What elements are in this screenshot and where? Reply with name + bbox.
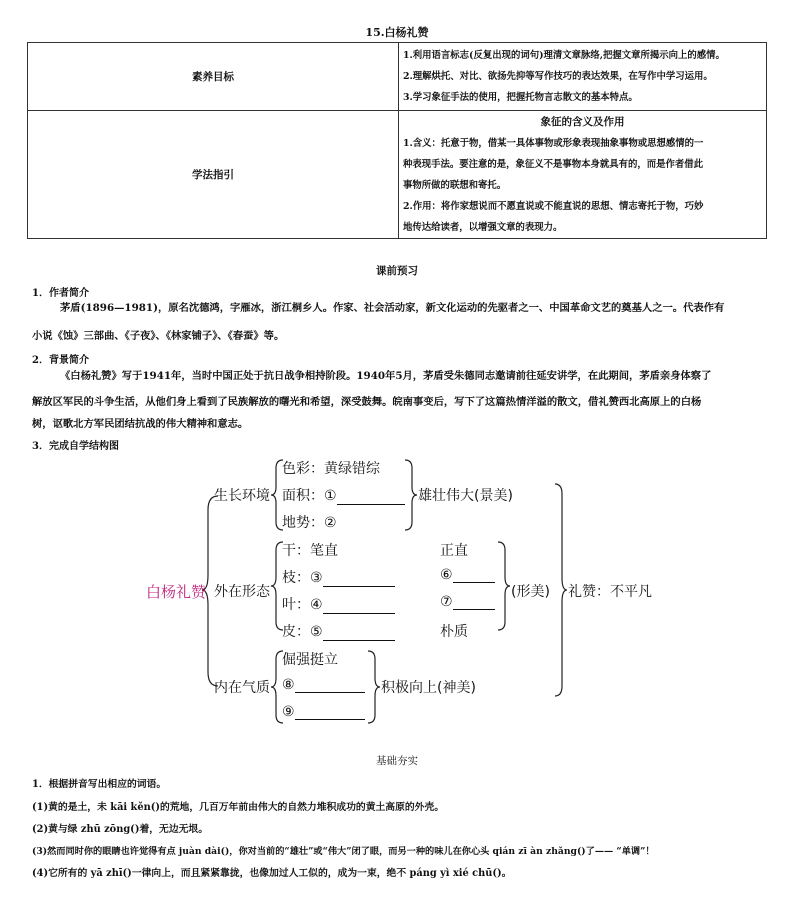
info-table <box>27 42 767 239</box>
method-line: 地传达给读者，以增强文章的表现力。 <box>403 221 563 233</box>
question-item: (3)然而同时你的眼睛也许觉得有点 juàn dài()，你对当前的“雄壮”或“伟大”闭了眼，而另一种的味儿在你心头 qián zī àn zhǎng()了—— “单调”！ <box>32 846 655 857</box>
b1-item: 色彩：黄绿错综 <box>282 461 380 477</box>
question-item: (1)黄的是土，未 kāi kěn()的荒地，几百万年前由伟大的自然力堆积成功的黄土高原的外壳。 <box>32 802 445 813</box>
question-item: (4)它所有的 yā zhī()一律向上，而且紧紧靠拢，也像加过人工似的，成为一束，绝不 páng yì xié chū()。 <box>32 868 512 879</box>
b1-item: 面积：① <box>282 485 405 505</box>
background-para-line: 《白杨礼赞》写于1941年，当时中国正处于抗日战争相持阶段。1940年5月，茅盾受朱德同志邀请前往延安讲学，在此期间，茅盾亲身体察了 <box>60 370 712 382</box>
structure-heading: 3．完成自学结构图 <box>32 441 119 452</box>
b2-right-item: 正直 <box>440 543 468 559</box>
goal-label: 素养目标 <box>28 43 399 111</box>
b2-right-item: ⑦ <box>440 594 495 610</box>
method-line: 种表现手法。要注意的是，象征义不是事物本身就具有的，而是作者借此 <box>403 158 704 170</box>
author-para-line: 小说《蚀》三部曲、《子夜》、《林家铺子》、《春蚕》等。 <box>32 330 285 342</box>
question-title: 1．根据拼音写出相应的词语。 <box>32 779 167 790</box>
branch-growth-env: 生长环境 <box>214 488 270 504</box>
method-line: 1.含义：托意于物，借某一具体事物或形象表现抽象事物或思想感情的一 <box>403 137 704 149</box>
b3-item: ⑧ <box>282 677 365 693</box>
diagram-conclusion: 礼赞：不平凡 <box>568 584 652 600</box>
b3-result: 积极向上(神美) <box>381 680 476 696</box>
b2-result: (形美) <box>511 584 550 600</box>
background-para-line: 解放区军民的斗争生活，从他们身上看到了民族解放的曙光和希望，深受鼓舞。皖南事变后，写下了这篇热情洋溢的散文，借礼赞西北高原上的白杨 <box>32 396 702 408</box>
b3-item: 倔强挺立 <box>282 652 338 668</box>
b1-item: 地势：② <box>282 515 337 531</box>
method-cell <box>399 111 767 239</box>
question-item: (2)黄与绿 zhū zōng()着，无边无垠。 <box>32 824 209 835</box>
goal-cell <box>399 43 767 111</box>
method-line: 事物所做的联想和寄托。 <box>403 179 507 191</box>
goal-line: 2.理解烘托、对比、欲扬先抑等写作技巧的表达效果，在写作中学习运用。 <box>403 71 713 82</box>
b2-right-item: ⑥ <box>440 567 495 583</box>
method-label: 学法指引 <box>28 111 399 239</box>
preview-title: 课前预习 <box>376 265 418 277</box>
b2-right-item: 朴质 <box>440 624 468 640</box>
b3-item: ⑨ <box>282 704 365 720</box>
goal-line: 1.利用语言标志(反复出现的词句)理清文章脉络,把握文章所揭示向上的感情。 <box>403 50 725 61</box>
method-line: 2.作用：将作家想说而不愿直说或不能直说的思想、情志寄托于物，巧妙 <box>403 200 704 212</box>
branch-external-form: 外在形态 <box>214 584 270 600</box>
b2-left-item: 皮：⑤ <box>282 621 395 641</box>
author-heading: 1．作者简介 <box>32 288 89 299</box>
b2-left-item: 枝：③ <box>282 567 395 587</box>
branch-inner-quality: 内在气质 <box>214 680 270 696</box>
page-title: 15.白杨礼赞 <box>365 26 429 39</box>
background-heading: 2．背景简介 <box>32 355 89 366</box>
basics-title: 基础夯实 <box>376 755 418 767</box>
b2-left-item: 干：笔直 <box>282 543 338 559</box>
structure-diagram <box>0 450 794 730</box>
author-para-line: 茅盾(1896—1981)，原名沈德鸿，字雁冰，浙江桐乡人。作家、社会活动家，新文化运动的先驱者之一、中国革命文艺的奠基人之一。代表作有 <box>60 302 725 314</box>
goal-line: 3.学习象征手法的使用，把握托物言志散文的基本特点。 <box>403 92 638 103</box>
symbol-title: 象征的含义及作用 <box>540 115 625 128</box>
b1-result: 雄壮伟大(景美) <box>418 488 513 504</box>
background-para-line: 树，讴歌北方军民团结抗战的伟大精神和意志。 <box>32 418 249 430</box>
b2-left-item: 叶：④ <box>282 594 395 614</box>
diagram-root: 白杨礼赞 <box>146 583 207 601</box>
